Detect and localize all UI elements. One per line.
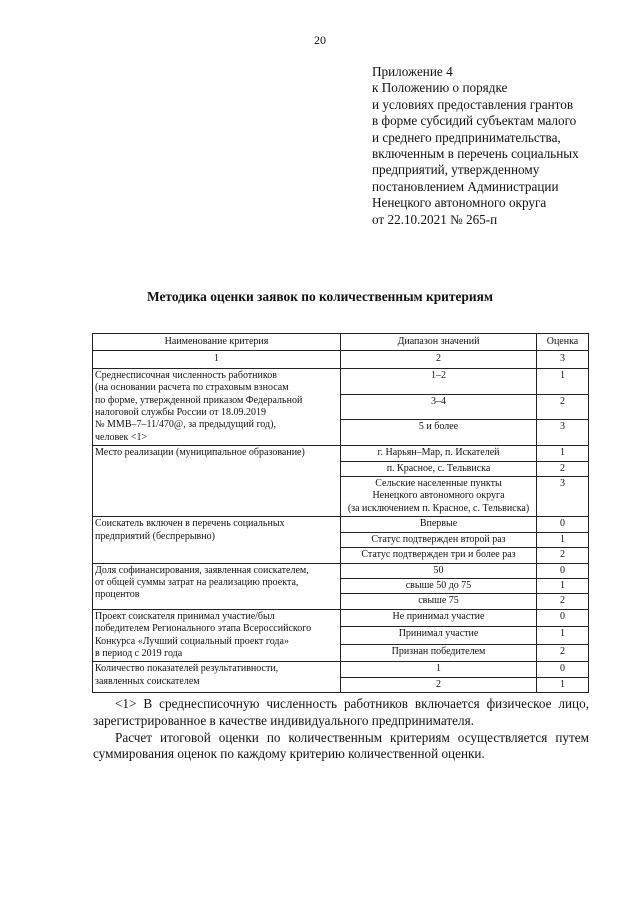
score-cell: 0 xyxy=(537,609,589,627)
criterion-cell xyxy=(93,662,341,693)
range-cell xyxy=(341,677,537,692)
range-cell xyxy=(341,563,537,578)
range-line: Статус подтвержден второй раз xyxy=(371,533,506,545)
range-line: Статус подтвержден три и более раз xyxy=(361,549,516,561)
range-cell xyxy=(341,420,537,446)
range-cell xyxy=(341,627,537,645)
score-cell: 0 xyxy=(537,517,589,532)
header-range: Диапазон значений xyxy=(341,334,537,351)
range-line: Признан победителем xyxy=(391,645,486,657)
footnote-block xyxy=(93,696,589,763)
criterion-cell xyxy=(93,368,341,445)
range-line: 1 xyxy=(436,663,441,675)
criterion-line: Доля софинансирования, заявленная соискателем, xyxy=(95,564,309,576)
table-row xyxy=(93,446,589,461)
range-cell xyxy=(341,532,537,547)
range-cell xyxy=(341,446,537,461)
range-line: 5 и более xyxy=(418,421,459,433)
score-cell: 1 xyxy=(537,627,589,645)
score-cell: 1 xyxy=(537,677,589,692)
criterion-line: налоговой службы России от 18.09.2019 xyxy=(95,407,266,419)
criteria-table xyxy=(92,333,589,693)
score-cell: 1 xyxy=(537,368,589,394)
table-row xyxy=(93,662,589,677)
criterion-line: человек <1> xyxy=(95,431,148,443)
range-line: Ненецкого автономного округа xyxy=(372,490,505,502)
score-cell: 1 xyxy=(537,532,589,547)
appendix-line: постановлением Администрации xyxy=(372,178,559,194)
range-cell xyxy=(341,609,537,627)
document-title: Методика оценки заявок по количественным критериям xyxy=(147,289,493,304)
table-body xyxy=(93,368,589,692)
range-cell xyxy=(341,662,537,677)
score-cell: 2 xyxy=(537,594,589,609)
table-number-row xyxy=(93,351,589,368)
appendix-line: и условиях предоставления грантов xyxy=(372,96,574,112)
range-line: (за исключением п. Красное, с. Тельвиска) xyxy=(347,502,530,514)
criterion-line: в период с 2019 года xyxy=(95,647,183,659)
score-cell: 1 xyxy=(537,578,589,593)
range-cell xyxy=(341,517,537,532)
criterion-line: Место реализации (муниципальное образование) xyxy=(95,447,305,459)
range-line: свыше 75 xyxy=(418,595,459,607)
appendix-line: Ненецкого автономного округа xyxy=(372,195,547,211)
range-cell xyxy=(341,548,537,563)
range-line: Впервые xyxy=(419,518,458,530)
criterion-cell xyxy=(93,517,341,563)
range-line: п. Красное, с. Тельвиска xyxy=(386,462,491,474)
score-cell: 0 xyxy=(537,563,589,578)
criterion-line: процентов xyxy=(95,589,140,601)
score-cell: 0 xyxy=(537,662,589,677)
header-criterion: Наименование критерия xyxy=(93,334,341,351)
score-cell: 2 xyxy=(537,548,589,563)
criterion-line: заявленных соискателем xyxy=(95,675,200,687)
range-line: Сельские населенные пункты xyxy=(375,478,502,490)
appendix-line: предприятий, утвержденному xyxy=(372,162,540,178)
appendix-line: включенным в перечень социальных xyxy=(372,146,579,162)
criterion-line: Конкурса «Лучший социальный проект года» xyxy=(95,635,289,647)
range-line: 50 xyxy=(433,564,444,576)
range-line: Не принимал участие xyxy=(392,610,485,622)
criterion-line: от общей суммы затрат на реализацию проекта, xyxy=(95,576,299,588)
criterion-line: Соискатель включен в перечень социальных xyxy=(95,518,285,530)
range-cell xyxy=(341,578,537,593)
range-cell xyxy=(341,461,537,476)
range-line: 3–4 xyxy=(431,395,446,407)
criterion-line: № ММВ–7–11/470@, за предыдущий год), xyxy=(95,419,276,431)
criterion-line: Количество показателей результативности, xyxy=(95,663,279,675)
table-row xyxy=(93,609,589,627)
score-cell: 1 xyxy=(537,446,589,461)
summary-text: Расчет итоговой оценки по количественным критериям осуществляется путем суммирования оценок по каждому критерию количественной оценки. xyxy=(93,729,589,762)
criterion-line: победителем Регионального этапа Всероссийского xyxy=(95,623,312,635)
range-line: 1–2 xyxy=(431,369,446,381)
criterion-cell xyxy=(93,609,341,662)
column-number: 1 xyxy=(93,351,341,368)
range-line: Принимал участие xyxy=(398,628,479,640)
range-cell xyxy=(341,368,537,394)
range-cell xyxy=(341,394,537,420)
criterion-cell xyxy=(93,446,341,517)
table-row xyxy=(93,517,589,532)
appendix-line: от 22.10.2021 № 265-п xyxy=(372,211,498,227)
criterion-cell xyxy=(93,563,341,609)
score-cell: 3 xyxy=(537,477,589,517)
page-number: 20 xyxy=(314,33,326,47)
appendix-line: и среднего предпринимательства, xyxy=(372,129,561,145)
table-header-row xyxy=(93,334,589,351)
criterion-line: Среднесписочная численность работников xyxy=(95,369,277,381)
table-row xyxy=(93,368,589,394)
score-cell: 2 xyxy=(537,461,589,476)
appendix-line: Приложение 4 xyxy=(372,64,453,79)
appendix-line: к Положению о порядке xyxy=(372,80,508,96)
score-cell: 2 xyxy=(537,394,589,420)
criterion-line: предприятий (беспрерывно) xyxy=(95,530,215,542)
table-row xyxy=(93,563,589,578)
column-number: 3 xyxy=(537,351,589,368)
column-number: 2 xyxy=(341,351,537,368)
range-line: 2 xyxy=(436,678,441,690)
range-line: г. Нарьян–Мар, п. Искателей xyxy=(377,447,500,459)
criterion-line: по форме, утвержденной приказом Федеральной xyxy=(95,394,303,406)
appendix-line: в форме субсидий субъектам малого xyxy=(372,113,577,129)
range-cell xyxy=(341,644,537,662)
appendix-header xyxy=(372,64,612,228)
range-line: свыше 50 до 75 xyxy=(405,579,472,591)
range-cell xyxy=(341,477,537,517)
criterion-line: (на основании расчета по страховым взносам xyxy=(95,382,289,394)
range-cell xyxy=(341,594,537,609)
score-cell: 2 xyxy=(537,644,589,662)
criterion-line: Проект соискателя принимал участие/был xyxy=(95,610,275,622)
score-cell: 3 xyxy=(537,420,589,446)
header-score: Оценка xyxy=(537,334,589,351)
footnote-text: <1> В среднесписочную численность работников включается физическое лицо, зарегистрированное в качестве индивидуального предпринимателя. xyxy=(93,696,589,728)
